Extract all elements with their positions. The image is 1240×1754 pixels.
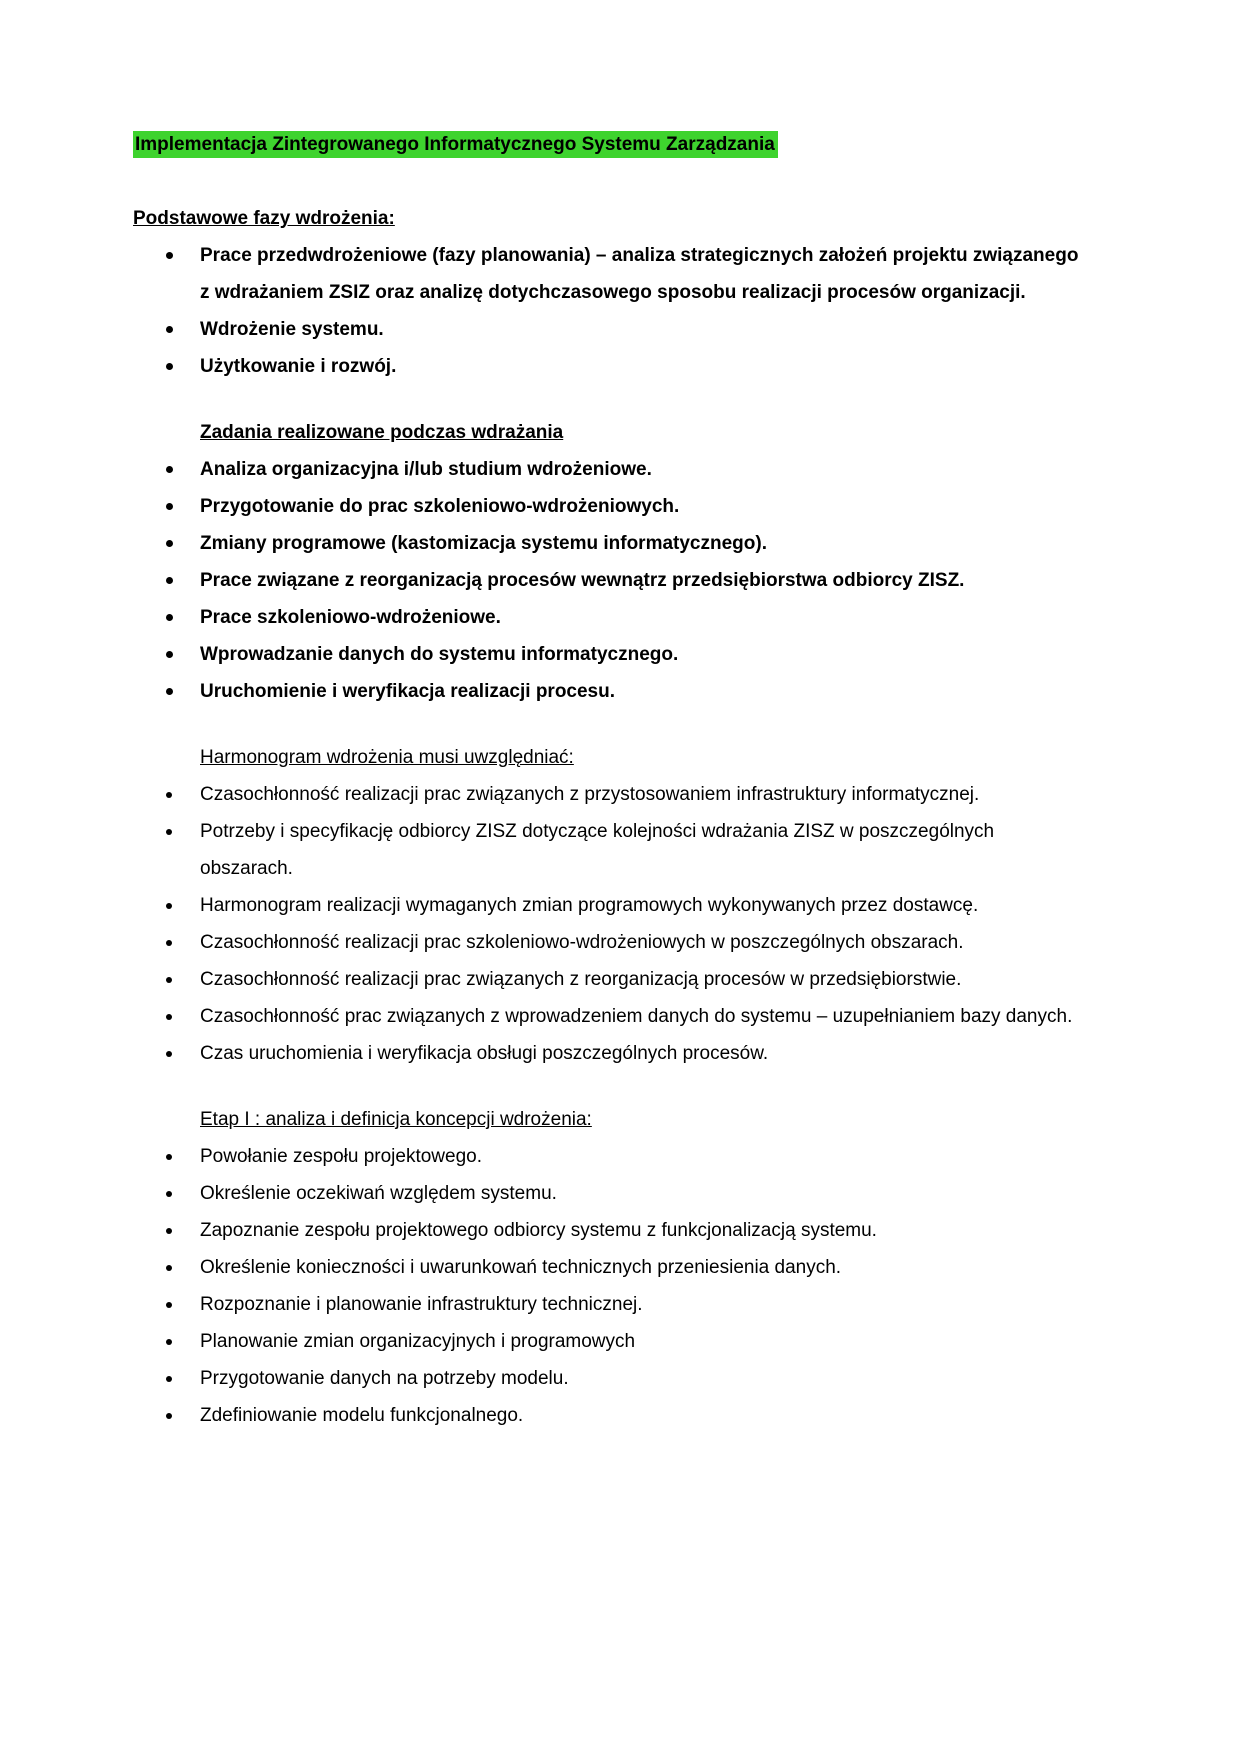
bullet-icon <box>166 903 172 909</box>
list-item-text: Czasochłonność prac związanych z wprowadzeniem danych do systemu – uzupełnianiem bazy danych. <box>200 1006 1073 1027</box>
bullet-icon <box>166 1154 172 1160</box>
list-item <box>133 488 1090 525</box>
list-item-text: Powołanie zespołu projektowego. <box>200 1146 483 1167</box>
list-item <box>133 237 1090 311</box>
section-harmonogram <box>133 739 1110 1072</box>
bullet-icon <box>166 1265 172 1271</box>
list-item <box>133 1035 1090 1072</box>
list-item <box>133 673 1090 710</box>
list-item-text: Wdrożenie systemu. <box>200 319 384 340</box>
bullet-icon <box>166 252 173 259</box>
list-item-text: Zmiany programowe (kastomizacja systemu informatycznego). <box>200 533 767 554</box>
bullet-icon <box>166 1413 172 1419</box>
bullet-icon <box>166 688 173 695</box>
bullet-icon <box>166 977 172 983</box>
bullet-icon <box>166 503 173 510</box>
bullet-icon <box>166 1302 172 1308</box>
bullet-icon <box>166 1191 172 1197</box>
list-item-text: Zdefiniowanie modelu funkcjonalnego. <box>200 1405 524 1426</box>
list-item-text: Uruchomienie i weryfikacja realizacji procesu. <box>200 681 616 702</box>
section-heading: Zadania realizowane podczas wdrażania <box>200 422 564 443</box>
page-title <box>133 130 1110 160</box>
list-item <box>133 887 1090 924</box>
list-item-text: Wprowadzanie danych do systemu informatycznego. <box>200 644 679 665</box>
list-item-text: Prace przedwdrożeniowe (fazy planowania) – analiza strategicznych założeń projektu związanego z wdrażaniem ZSIZ oraz analizę dotychczasowego sposobu realizacji procesów organizacji. <box>200 245 1079 303</box>
list-item <box>133 1360 1090 1397</box>
bullet-icon <box>166 651 173 658</box>
bullet-icon <box>166 1051 172 1057</box>
list-item-text: Czas uruchomienia i weryfikacja obsługi poszczególnych procesów. <box>200 1043 769 1064</box>
bullet-icon <box>166 614 173 621</box>
list-item-text: Czasochłonność realizacji prac związanych z przystosowaniem infrastruktury informatycznej. <box>200 784 980 805</box>
list-item <box>133 636 1090 673</box>
list-item <box>133 998 1090 1035</box>
list-item <box>133 451 1090 488</box>
list-item <box>133 311 1090 348</box>
bullet-icon <box>166 1228 172 1234</box>
bullet-icon <box>166 363 173 370</box>
list-item-text: Określenie konieczności i uwarunkowań technicznych przeniesienia danych. <box>200 1257 842 1278</box>
list-item <box>133 562 1090 599</box>
bullet-icon <box>166 940 172 946</box>
list-item-text: Użytkowanie i rozwój. <box>200 356 397 377</box>
bullet-icon <box>166 326 173 333</box>
list-item <box>133 348 1090 385</box>
list-item <box>133 599 1090 636</box>
list-item <box>133 1138 1090 1175</box>
list-item-text: Prace szkoleniowo-wdrożeniowe. <box>200 607 501 628</box>
list-item-text: Czasochłonność realizacji prac związanych z reorganizacją procesów w przedsiębiorstwie. <box>200 969 962 990</box>
list-item-text: Potrzeby i specyfikację odbiorcy ZISZ dotyczące kolejności wdrażania ZISZ w poszczególnych obszarach. <box>200 821 995 879</box>
list-item <box>133 961 1090 998</box>
bullet-list <box>133 1138 1090 1434</box>
highlighted-title-text: Implementacja Zintegrowanego Informatycznego Systemu Zarządzania <box>133 131 778 158</box>
list-item-text: Przygotowanie do prac szkoleniowo-wdrożeniowych. <box>200 496 680 517</box>
list-item-text: Analiza organizacyjna i/lub studium wdrożeniowe. <box>200 459 652 480</box>
section-podstawowe-fazy <box>133 200 1110 385</box>
bullet-icon <box>166 1376 172 1382</box>
bullet-icon <box>166 829 172 835</box>
section-etap-1 <box>133 1101 1110 1434</box>
list-item <box>133 924 1090 961</box>
bullet-icon <box>166 577 173 584</box>
list-item-text: Przygotowanie danych na potrzeby modelu. <box>200 1368 569 1389</box>
list-item <box>133 1397 1090 1434</box>
list-item <box>133 1323 1090 1360</box>
list-item-text: Planowanie zmian organizacyjnych i programowych <box>200 1331 636 1352</box>
bullet-list <box>133 451 1090 710</box>
list-item-text: Prace związane z reorganizacją procesów wewnątrz przedsiębiorstwa odbiorcy ZISZ. <box>200 570 965 591</box>
bullet-icon <box>166 792 172 798</box>
bullet-list <box>133 776 1090 1072</box>
section-zadania-realizowane <box>133 414 1110 710</box>
list-item-text: Zapoznanie zespołu projektowego odbiorcy systemu z funkcjonalizacją systemu. <box>200 1220 877 1241</box>
bullet-icon <box>166 466 173 473</box>
section-heading: Etap I : analiza i definicja koncepcji wdrożenia: <box>200 1109 592 1130</box>
list-item <box>133 1212 1090 1249</box>
list-item-text: Określenie oczekiwań względem systemu. <box>200 1183 557 1204</box>
list-item <box>133 776 1090 813</box>
bullet-icon <box>166 540 173 547</box>
list-item <box>133 1175 1090 1212</box>
list-item <box>133 813 1090 887</box>
list-item-text: Harmonogram realizacji wymaganych zmian programowych wykonywanych przez dostawcę. <box>200 895 979 916</box>
bullet-icon <box>166 1014 172 1020</box>
list-item-text: Rozpoznanie i planowanie infrastruktury technicznej. <box>200 1294 643 1315</box>
bullet-list <box>133 237 1090 385</box>
list-item <box>133 1286 1090 1323</box>
section-heading: Harmonogram wdrożenia musi uwzględniać: <box>200 747 574 768</box>
bullet-icon <box>166 1339 172 1345</box>
section-heading: Podstawowe fazy wdrożenia: <box>133 208 395 229</box>
list-item <box>133 525 1090 562</box>
list-item-text: Czasochłonność realizacji prac szkoleniowo-wdrożeniowych w poszczególnych obszarach. <box>200 932 964 953</box>
list-item <box>133 1249 1090 1286</box>
